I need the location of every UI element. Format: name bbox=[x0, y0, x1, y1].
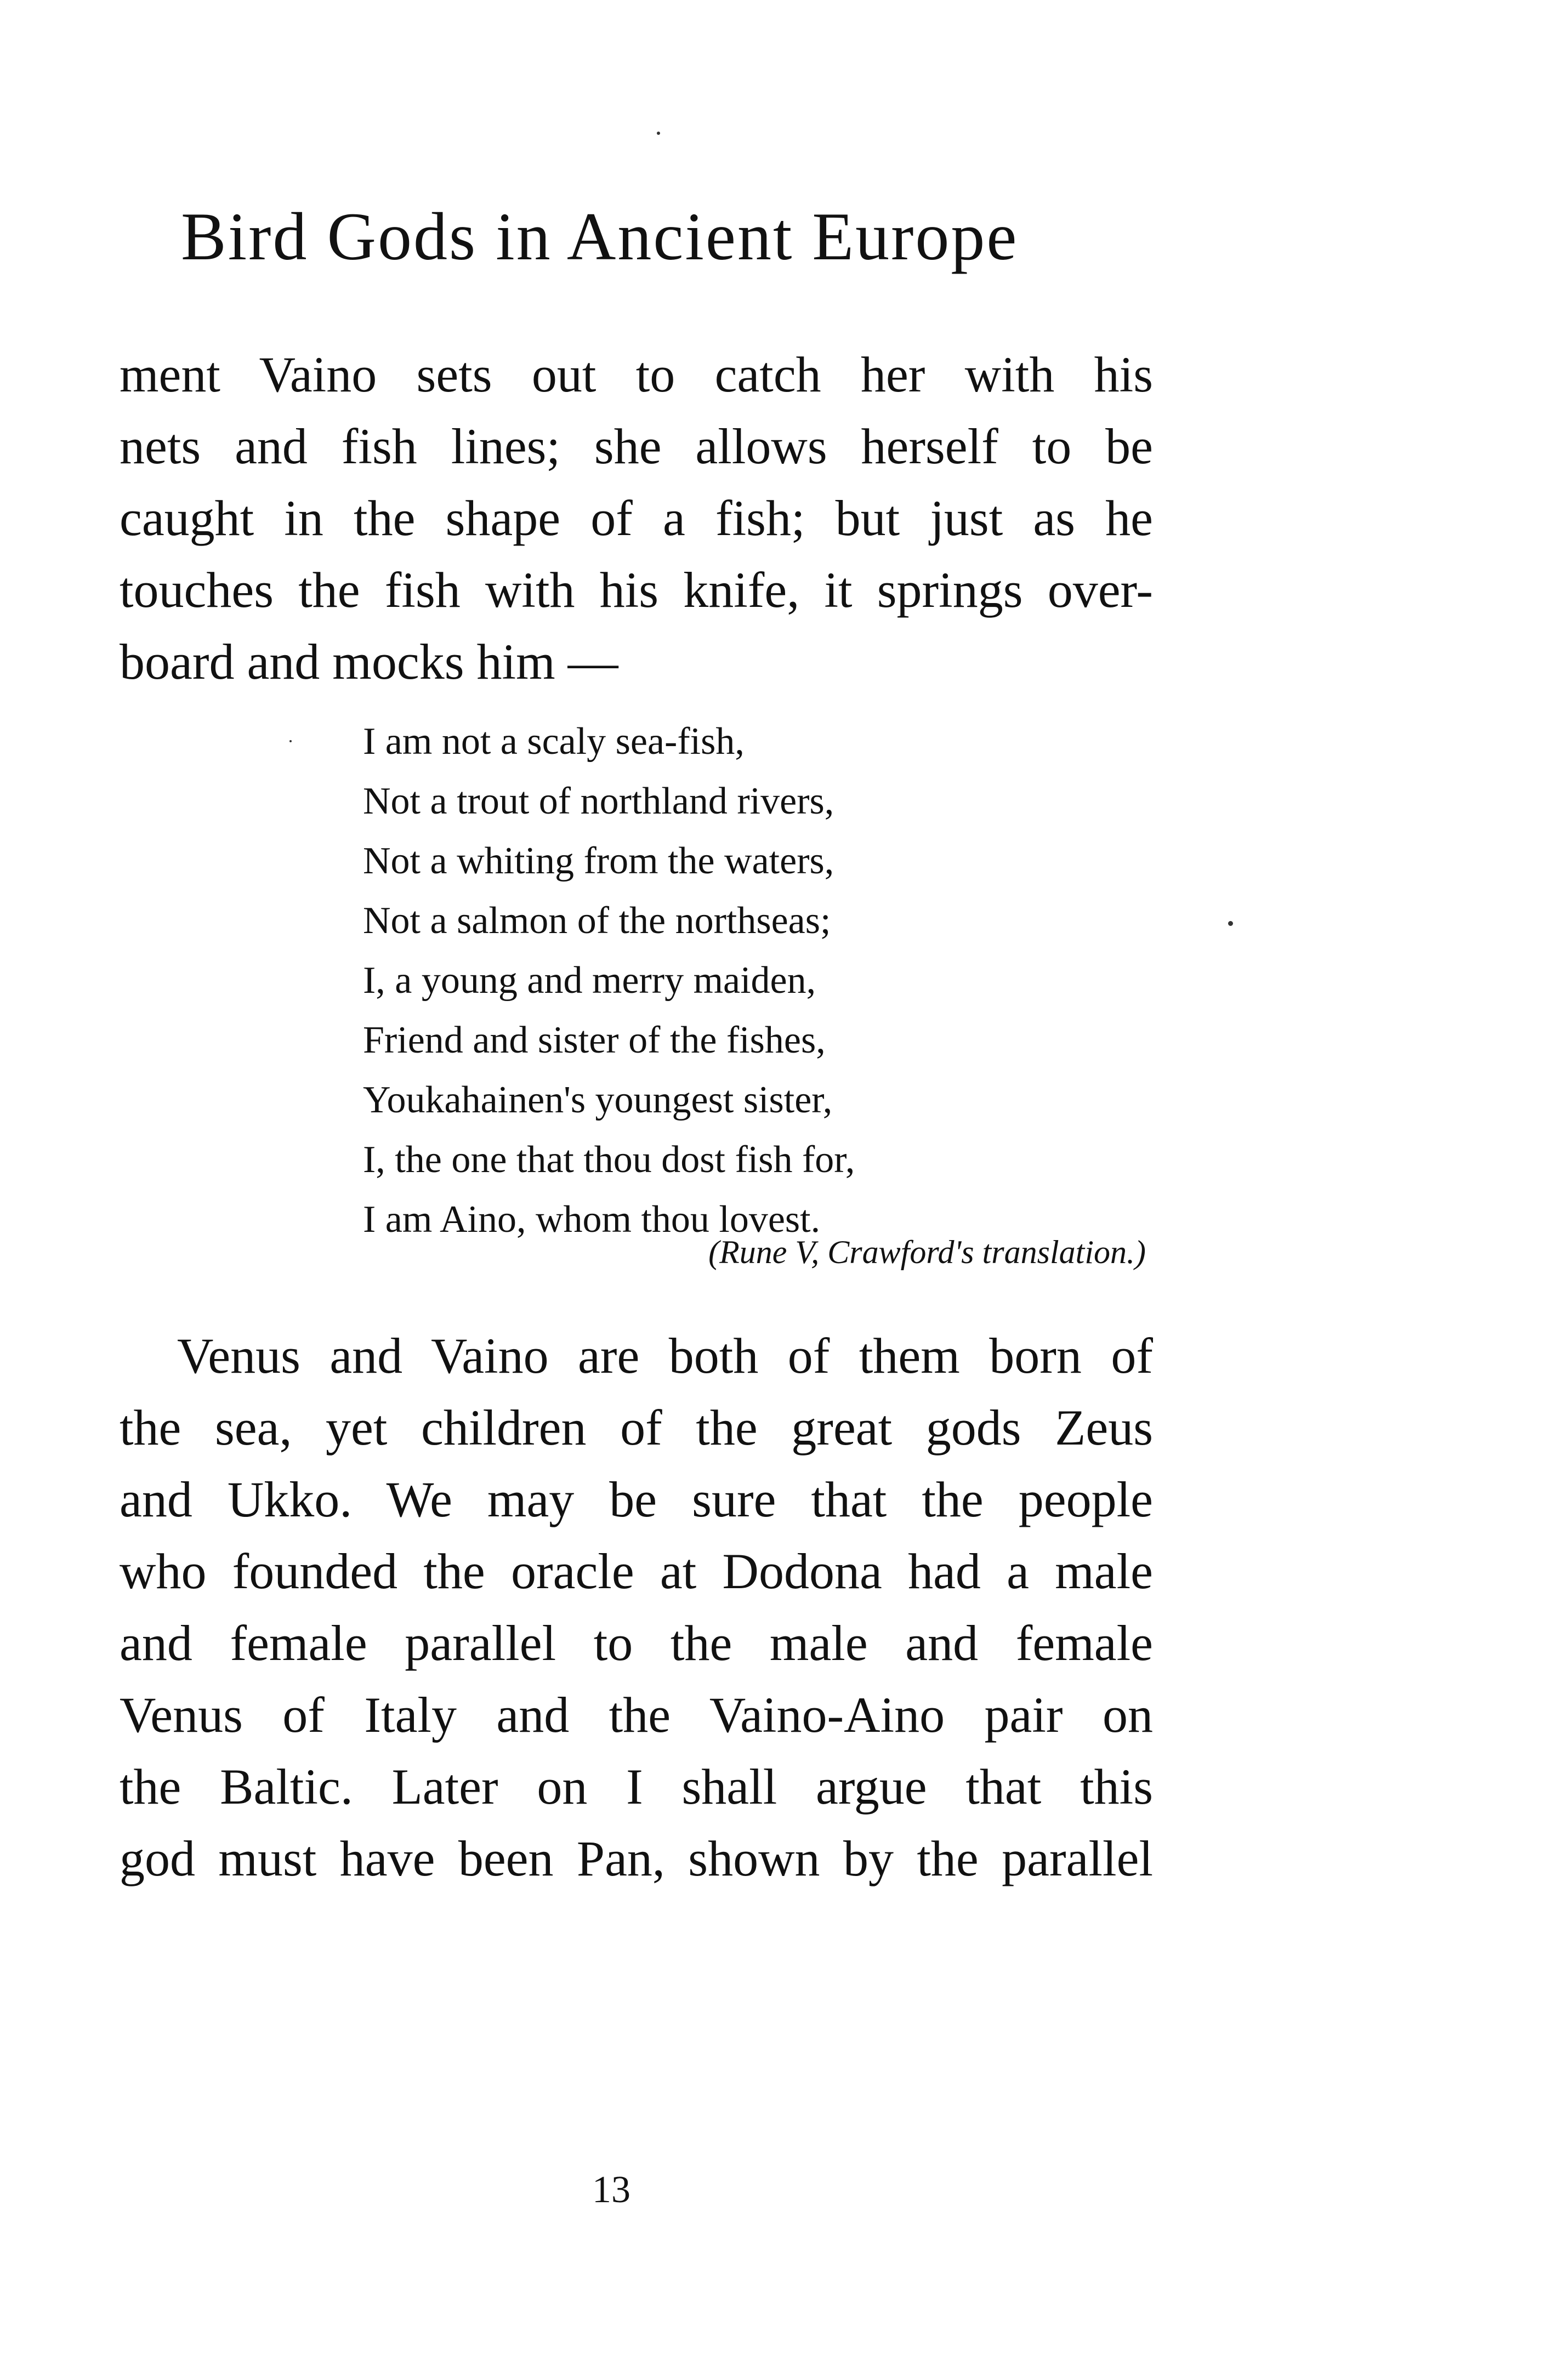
paragraph-1-line: ment Vaino sets out to catch her with his bbox=[120, 346, 1153, 402]
paragraph-2-line: the Baltic. Later on I shall argue that this bbox=[120, 1759, 1153, 1815]
paragraph-1-line: touches the fish with his knife, it springs over- bbox=[120, 562, 1153, 618]
scan-speck bbox=[1228, 921, 1233, 926]
paragraph-2-line: Venus and Vaino are both of them born of bbox=[177, 1328, 1153, 1384]
paragraph-2-line: the sea, yet children of the great gods Zeus bbox=[120, 1400, 1153, 1456]
verse-block bbox=[363, 712, 855, 1249]
verse-line: I, a young and merry maiden, bbox=[363, 959, 816, 1002]
paragraph-1-line: board and mocks him — bbox=[120, 634, 618, 690]
verse-line: I am not a scaly sea-fish, bbox=[363, 720, 745, 763]
paragraph-1-line: nets and fish lines; she allows herself to be bbox=[120, 418, 1153, 474]
paragraph-2 bbox=[120, 1320, 1153, 1895]
verse-line: I am Aino, whom thou lovest. bbox=[363, 1198, 821, 1241]
paragraph-2-line: Venus of Italy and the Vaino-Aino pair on bbox=[120, 1687, 1153, 1743]
paragraph-2-line: and female parallel to the male and female bbox=[120, 1615, 1153, 1671]
paragraph-1-line: caught in the shape of a fish; but just as he bbox=[120, 490, 1153, 546]
verse-attribution: (Rune V, Crawford's translation.) bbox=[708, 1234, 1146, 1270]
verse-line: Not a salmon of the northseas; bbox=[363, 900, 831, 942]
verse-line: I, the one that thou dost fish for, bbox=[363, 1139, 855, 1181]
paragraph-2-line: who founded the oracle at Dodona had a male bbox=[120, 1543, 1153, 1599]
running-head: Bird Gods in Ancient Europe bbox=[181, 199, 1019, 274]
paragraph-2-line: god must have been Pan, shown by the parallel bbox=[120, 1830, 1153, 1886]
scan-speck bbox=[657, 132, 660, 135]
verse-line: Not a whiting from the waters, bbox=[363, 840, 834, 882]
verse-line: Youkahainen's youngest sister, bbox=[363, 1079, 833, 1121]
paragraph-2-line: and Ukko. We may be sure that the people bbox=[120, 1471, 1153, 1527]
paragraph-1 bbox=[120, 339, 1153, 698]
page-number: 13 bbox=[592, 2169, 630, 2211]
verse-line: Friend and sister of the fishes, bbox=[363, 1019, 826, 1061]
verse-line: Not a trout of northland rivers, bbox=[363, 780, 834, 822]
scan-speck bbox=[289, 740, 292, 742]
